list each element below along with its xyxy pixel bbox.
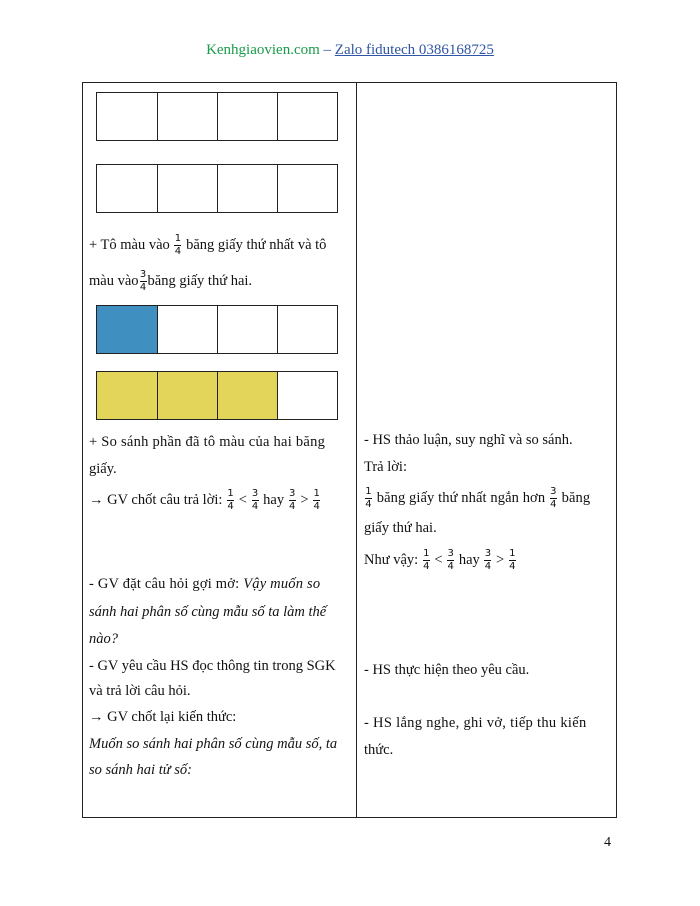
shaded-cell [97,372,157,419]
strip-cell [277,93,337,140]
sothat-line: Như vậy: $\frac{1}{4}$ < $\frac{3}{4}$ hay $\frac{3}{4}$ > $\frac{1}{4}$ [364,548,516,572]
strip-cell [277,372,337,419]
listen-line-2: thức. [364,742,394,758]
zalo-link[interactable]: Zalo fidutech 0386168725 [334,42,494,58]
request-line-2: và trả lời câu hỏi. [89,683,191,699]
strip-cell [157,93,217,140]
fraction-3-4: $\frac{3}{4}$ [139,269,147,293]
compare-line-2: giấy. [89,461,117,477]
conclude-line: → GV chốt câu trả lời: $\frac{1}{4}$ < $\frac{3}{4}$ hay $\frac{3}{4}$ > $\frac{1}{4}$ [89,488,320,512]
rule-line-2: so sánh hai tử số: [89,762,192,778]
instruction-line-1: + Tô màu vào $\frac{1}{4}$ băng giấy thứ nhất và tô [89,233,327,257]
column-divider [356,83,357,817]
blank-strip-2 [96,164,338,213]
strip-cell [217,165,277,212]
blank-strip-1 [96,92,338,141]
lesson-table [82,82,617,818]
colored-strip-one-quarter [96,305,338,354]
request-line-1: - GV yêu cầu HS đọc thông tin trong SGK [89,658,336,674]
strip-cell [277,165,337,212]
page-number: 4 [604,835,611,850]
strip-cell [217,306,277,353]
site-name: Kenhgiaovien.com [206,42,320,58]
answer-line-1: $\frac{1}{4}$ băng giấy thứ nhất ngắn hơn $\frac{3}{4}$ băng [365,486,591,510]
answer-line-2: giấy thứ hai. [364,520,437,536]
strip-cell [217,93,277,140]
strip-cell [157,306,217,353]
question-line-1: - GV đặt câu hỏi gợi mở: Vậy muốn so [89,576,321,592]
strip-cell [97,165,157,212]
answer-label: Trả lời: [364,459,407,475]
strip-cell [277,306,337,353]
knowledge-line: → GV chốt lại kiến thức: [89,709,237,725]
listen-line-1: - HS lắng nghe, ghi vở, tiếp thu kiến [364,715,587,731]
shaded-cell [157,372,217,419]
question-line-2: sánh hai phân số cùng mẫu số ta làm thế [89,604,327,620]
colored-strip-three-quarters [96,371,338,420]
fraction-1-4: $\frac{1}{4}$ [174,233,182,257]
instruction-line-2: màu vào $\frac{3}{4}$ băng giấy thứ hai. [89,269,253,293]
compare-line-1: + So sánh phần đã tô màu của hai băng [89,434,326,450]
shaded-cell [97,306,157,353]
strip-cell [157,165,217,212]
page-header [0,42,700,59]
perform-line: - HS thực hiện theo yêu cầu. [364,662,530,678]
header-dash: – [319,42,335,58]
shaded-cell [217,372,277,419]
question-line-3: nào? [89,631,118,647]
strip-cell [97,93,157,140]
discuss-line: - HS thảo luận, suy nghĩ và so sánh. [364,432,573,448]
rule-line-1: Muốn so sánh hai phân số cùng mẫu số, ta [89,736,338,752]
